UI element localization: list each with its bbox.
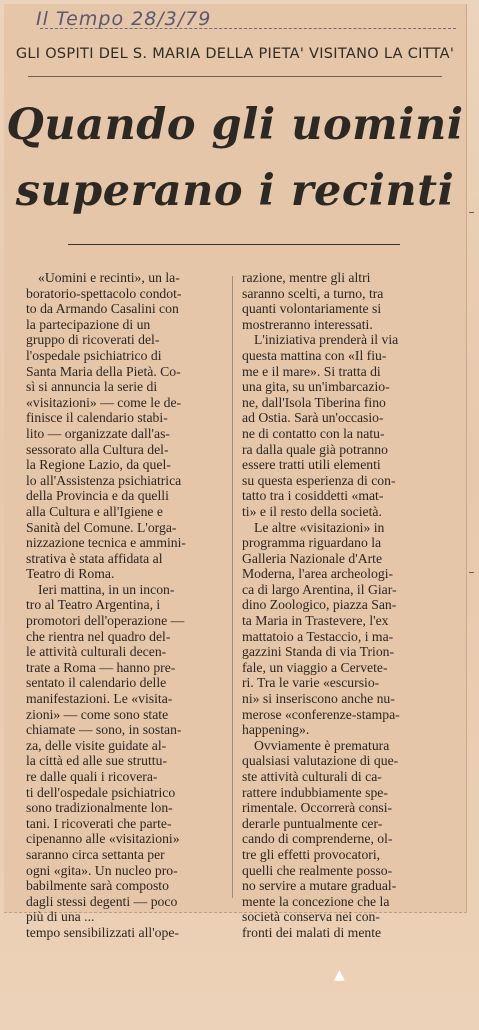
headline-rule <box>68 244 400 245</box>
fold-mark <box>469 212 474 213</box>
article-kicker: GLI OSPITI DEL S. MARIA DELLA PIETA' VISITANO LA CITTA' <box>15 46 455 62</box>
pin-mark-icon: ▲ <box>334 967 345 983</box>
paragraph: Ieri mattina, in un incon- tro al Teatro Argentina, i promotori dell'operazione — che rientra nel quadro del- le attività culturali decen- trate a Roma — hanno pre- sentato il calendario delle manifestazioni. Le «visita- zioni» — come sono state chiamate — sono, in sostan- za, delle visite guidate al- la città ed alle sue struttu- re dalle quali i ricovera- ti dell'ospedale psichiatrico sono tradizionalmente lon- tani. I ricoverati che parte- cipenanno alle «visitazioni» saranno circa settanta per ogni «gita». Un nucleo pro- babilmente sarà composto dagli stessi degenti — poco più di una ... tempo sensibilizzati all'ope- <box>26 581 185 940</box>
article-column-right <box>242 270 454 941</box>
column-divider <box>232 276 233 898</box>
handwritten-underline <box>40 28 456 29</box>
handwritten-date-note: Il Tempo 28/3/79 <box>36 8 212 30</box>
paragraph: Ovviamente è prematura qualsiasi valutazione di que- ste attività culturali di ca- rattere indubbiamente spe- rimentale. Occorrerà consi- derarle puntualmente cer- cando di comprenderne, ol- tre gli effetti provocatori, quelli che realmente posso- no servire a mutare gradual- mente la concezione che la società conserva nei con- fronti dei malati di mente <box>242 737 399 940</box>
headline-line-1: Quando gli uomini <box>6 100 464 150</box>
paragraph: Le altre «visitazioni» in programma riguardano la Galleria Nazionale d'Arte Moderna, l'area archeologi- ca di largo Arentina, il Giar- dino Zoologico, piazza San- ta Maria in Trastevere, l'ex mattatoio a Testaccio, i ma- gazzini Standa di via Trion- fale, un viaggio a Cervete- ri. Tra le varie «escursio- ni» si inseriscono anche nu- merose «conferenze-stampa- happening». <box>242 519 400 738</box>
paragraph: «Uomini e recinti», un la- boratorio-spettacolo condot- to da Armando Casalini con la partecipazione di un gruppo di ricoverati del- l'ospedale psichiatrico di Santa Maria della Pietà. Co- sì si annuncia la serie di «visitazioni» — come le de- finisce il calendario stabi- lito — organizzate dall'as- sessorato alla Cultura del- la Regione Lazio, da quel- lo all'Assistenza psichiatrica della Provincia e da quelli alla Cultura e all'Igiene e Sanità del Comune. L'orga- nizzazione tecnica e ammini- strativa è stata affidata al Teatro di Roma. <box>26 270 186 582</box>
headline-line-2: superano i recinti <box>15 166 455 216</box>
kicker-rule <box>28 76 442 77</box>
paragraph: razione, mentre gli altri saranno scelti, a turno, tra quanti volontariamente si mostreranno interessati. <box>242 270 384 332</box>
article-headline <box>4 92 466 224</box>
paragraph: L'iniziativa prenderà il via questa mattina con «Il fiu- me e il mare». Si tratta di una gita, su un'imbarcazio- ne, dall'Isola Tiberina fino ad Ostia. Sarà un'occasio- ne di contatto con la natu- ra dalla quale già potranno essere tratti utili elementi su questa esperienza di con- tatto tra i cosiddetti «mat- ti» e il resto della società. <box>242 332 399 519</box>
fold-mark <box>469 572 474 573</box>
article-column-left <box>26 270 224 941</box>
